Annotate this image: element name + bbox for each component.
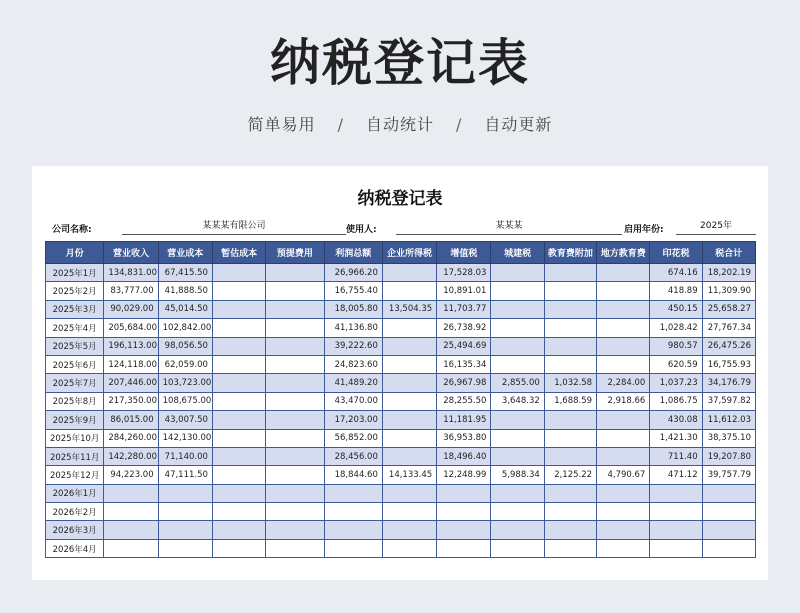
column-header[interactable]: 暂估成本 (212, 242, 265, 264)
value-cell[interactable]: 2,125.22 (544, 466, 596, 484)
user-label: 使用人: (346, 225, 377, 235)
value-cell[interactable] (382, 411, 436, 429)
value-cell[interactable] (544, 411, 596, 429)
value-cell[interactable]: 205,684.00 (104, 319, 158, 337)
value-cell[interactable] (158, 521, 212, 539)
value-cell[interactable] (266, 374, 324, 392)
value-cell[interactable]: 108,675.00 (158, 392, 212, 410)
table-row (46, 300, 756, 318)
value-cell[interactable]: 284,260.00 (104, 429, 158, 447)
value-cell[interactable] (212, 466, 265, 484)
column-header[interactable]: 城建税 (491, 242, 544, 264)
value-cell[interactable]: 18,496.40 (437, 447, 491, 465)
value-cell[interactable]: 711.40 (650, 447, 702, 465)
value-cell[interactable] (212, 539, 265, 557)
value-cell[interactable] (544, 319, 596, 337)
value-cell[interactable] (597, 300, 650, 318)
value-cell[interactable]: 1,688.59 (544, 392, 596, 410)
sheet-meta (44, 218, 756, 238)
value-cell[interactable] (544, 521, 596, 539)
value-cell[interactable]: 2,855.00 (491, 374, 544, 392)
table-row (46, 521, 756, 539)
value-cell[interactable]: 980.57 (650, 337, 702, 355)
value-cell[interactable] (597, 503, 650, 521)
value-cell[interactable] (266, 300, 324, 318)
tagline-item: 自动更新 (484, 115, 553, 134)
value-cell[interactable] (491, 521, 544, 539)
value-cell[interactable]: 11,309.90 (702, 282, 755, 300)
value-cell[interactable] (702, 484, 755, 502)
value-cell[interactable] (544, 539, 596, 557)
value-cell[interactable]: 25,494.69 (437, 337, 491, 355)
value-cell[interactable] (212, 392, 265, 410)
value-cell[interactable]: 16,755.40 (324, 282, 382, 300)
value-cell[interactable] (382, 337, 436, 355)
value-cell[interactable] (544, 484, 596, 502)
value-cell[interactable] (544, 503, 596, 521)
value-cell[interactable]: 620.59 (650, 355, 702, 373)
value-cell[interactable]: 19,207.80 (702, 447, 755, 465)
month-cell[interactable]: 2026年1月 (46, 484, 104, 502)
table-row (46, 447, 756, 465)
value-cell[interactable] (104, 539, 158, 557)
table-row (46, 411, 756, 429)
value-cell[interactable]: 3,648.32 (491, 392, 544, 410)
column-header[interactable]: 月份 (46, 242, 104, 264)
value-cell[interactable] (491, 355, 544, 373)
value-cell[interactable] (266, 447, 324, 465)
tagline-separator: / (337, 115, 344, 134)
value-cell[interactable]: 26,967.98 (437, 374, 491, 392)
tagline-item: 自动统计 (365, 115, 434, 134)
month-cell[interactable]: 2025年4月 (46, 319, 104, 337)
value-cell[interactable] (382, 282, 436, 300)
value-cell[interactable]: 1,028.42 (650, 319, 702, 337)
month-cell[interactable]: 2025年12月 (46, 466, 104, 484)
value-cell[interactable] (382, 484, 436, 502)
value-cell[interactable]: 47,111.50 (158, 466, 212, 484)
value-cell[interactable] (266, 411, 324, 429)
value-cell[interactable] (266, 466, 324, 484)
value-cell[interactable] (104, 503, 158, 521)
value-cell[interactable] (212, 300, 265, 318)
tax-ledger-table (45, 241, 756, 558)
value-cell[interactable]: 2,284.00 (597, 374, 650, 392)
value-cell[interactable]: 39,222.60 (324, 337, 382, 355)
value-cell[interactable] (382, 264, 436, 282)
value-cell[interactable] (437, 503, 491, 521)
value-cell[interactable]: 5,988.34 (491, 466, 544, 484)
value-cell[interactable]: 142,130.00 (158, 429, 212, 447)
value-cell[interactable]: 39,757.79 (702, 466, 755, 484)
value-cell[interactable]: 38,375.10 (702, 429, 755, 447)
table-row (46, 319, 756, 337)
value-cell[interactable] (702, 521, 755, 539)
value-cell[interactable] (382, 392, 436, 410)
table-row (46, 539, 756, 557)
value-cell[interactable]: 11,703.77 (437, 300, 491, 318)
table-row (46, 429, 756, 447)
value-cell[interactable] (266, 484, 324, 502)
value-cell[interactable] (597, 521, 650, 539)
month-cell[interactable]: 2025年7月 (46, 374, 104, 392)
value-cell[interactable]: 90,029.00 (104, 300, 158, 318)
value-cell[interactable]: 4,790.67 (597, 466, 650, 484)
value-cell[interactable] (544, 264, 596, 282)
value-cell[interactable]: 471.12 (650, 466, 702, 484)
value-cell[interactable] (266, 319, 324, 337)
month-cell[interactable]: 2026年2月 (46, 503, 104, 521)
column-header[interactable]: 教育费附加 (544, 242, 596, 264)
value-cell[interactable]: 674.16 (650, 264, 702, 282)
value-cell[interactable] (212, 429, 265, 447)
value-cell[interactable] (597, 539, 650, 557)
value-cell[interactable]: 36,953.80 (437, 429, 491, 447)
value-cell[interactable]: 26,738.92 (437, 319, 491, 337)
value-cell[interactable]: 18,005.80 (324, 300, 382, 318)
value-cell[interactable] (324, 521, 382, 539)
value-cell[interactable] (382, 447, 436, 465)
value-cell[interactable] (491, 447, 544, 465)
column-header[interactable]: 增值税 (437, 242, 491, 264)
value-cell[interactable]: 134,831.00 (104, 264, 158, 282)
value-cell[interactable]: 83,777.00 (104, 282, 158, 300)
value-cell[interactable] (266, 521, 324, 539)
tagline-separator: / (456, 115, 463, 134)
value-cell[interactable]: 71,140.00 (158, 447, 212, 465)
value-cell[interactable]: 34,176.79 (702, 374, 755, 392)
value-cell[interactable] (266, 282, 324, 300)
year-label: 启用年份: (624, 225, 664, 235)
month-cell[interactable]: 2025年11月 (46, 447, 104, 465)
value-cell[interactable] (491, 264, 544, 282)
value-cell[interactable] (491, 282, 544, 300)
value-cell[interactable] (266, 264, 324, 282)
value-cell[interactable] (104, 484, 158, 502)
value-cell[interactable]: 1,421.30 (650, 429, 702, 447)
month-cell[interactable]: 2025年8月 (46, 392, 104, 410)
column-header[interactable]: 税合计 (702, 242, 755, 264)
value-cell[interactable] (544, 282, 596, 300)
table-row (46, 337, 756, 355)
column-header[interactable]: 地方教育费 (597, 242, 650, 264)
value-cell[interactable] (266, 539, 324, 557)
value-cell[interactable] (437, 521, 491, 539)
value-cell[interactable]: 43,470.00 (324, 392, 382, 410)
value-cell[interactable] (158, 539, 212, 557)
value-cell[interactable] (212, 447, 265, 465)
value-cell[interactable] (597, 484, 650, 502)
value-cell[interactable] (382, 521, 436, 539)
value-cell[interactable]: 1,037.23 (650, 374, 702, 392)
month-cell[interactable]: 2025年3月 (46, 300, 104, 318)
value-cell[interactable] (212, 319, 265, 337)
value-cell[interactable] (650, 521, 702, 539)
table-row (46, 355, 756, 373)
value-cell[interactable]: 27,767.34 (702, 319, 755, 337)
value-cell[interactable]: 124,118.00 (104, 355, 158, 373)
value-cell[interactable] (491, 539, 544, 557)
value-cell[interactable] (491, 300, 544, 318)
value-cell[interactable] (702, 539, 755, 557)
value-cell[interactable]: 26,966.20 (324, 264, 382, 282)
value-cell[interactable]: 196,113.00 (104, 337, 158, 355)
value-cell[interactable] (650, 484, 702, 502)
month-cell[interactable]: 2026年4月 (46, 539, 104, 557)
value-cell[interactable]: 207,446.00 (104, 374, 158, 392)
value-cell[interactable] (266, 429, 324, 447)
value-cell[interactable] (597, 337, 650, 355)
value-cell[interactable] (104, 521, 158, 539)
month-cell[interactable]: 2025年9月 (46, 411, 104, 429)
page-title: 纳税登记表 (270, 34, 530, 92)
value-cell[interactable] (491, 484, 544, 502)
value-cell[interactable]: 142,280.00 (104, 447, 158, 465)
value-cell[interactable] (158, 503, 212, 521)
value-cell[interactable] (266, 503, 324, 521)
value-cell[interactable]: 98,056.50 (158, 337, 212, 355)
table-row (46, 503, 756, 521)
column-header[interactable]: 营业收入 (104, 242, 158, 264)
value-cell[interactable]: 217,350.00 (104, 392, 158, 410)
value-cell[interactable] (382, 503, 436, 521)
month-cell[interactable]: 2025年1月 (46, 264, 104, 282)
value-cell[interactable] (382, 374, 436, 392)
value-cell[interactable]: 62,059.00 (158, 355, 212, 373)
value-cell[interactable] (266, 392, 324, 410)
value-cell[interactable] (382, 429, 436, 447)
value-cell[interactable]: 41,888.50 (158, 282, 212, 300)
value-cell[interactable] (597, 429, 650, 447)
table-row (46, 484, 756, 502)
value-cell[interactable] (324, 503, 382, 521)
value-cell[interactable]: 14,133.45 (382, 466, 436, 484)
value-cell[interactable]: 11,612.03 (702, 411, 755, 429)
value-cell[interactable] (212, 411, 265, 429)
value-cell[interactable]: 67,415.50 (158, 264, 212, 282)
value-cell[interactable]: 11,181.95 (437, 411, 491, 429)
value-cell[interactable] (212, 521, 265, 539)
column-header[interactable]: 预提费用 (266, 242, 324, 264)
value-cell[interactable] (324, 484, 382, 502)
value-cell[interactable]: 2,918.66 (597, 392, 650, 410)
spreadsheet (32, 166, 768, 580)
user-field[interactable]: 某某某 (396, 218, 622, 235)
value-cell[interactable] (597, 319, 650, 337)
value-cell[interactable] (491, 319, 544, 337)
company-field[interactable]: 某某某有限公司 (122, 218, 346, 235)
value-cell[interactable]: 102,842.00 (158, 319, 212, 337)
value-cell[interactable] (212, 264, 265, 282)
month-cell[interactable]: 2025年5月 (46, 337, 104, 355)
value-cell[interactable] (650, 539, 702, 557)
value-cell[interactable] (212, 484, 265, 502)
value-cell[interactable] (544, 337, 596, 355)
value-cell[interactable] (382, 319, 436, 337)
value-cell[interactable]: 37,597.82 (702, 392, 755, 410)
value-cell[interactable]: 28,255.50 (437, 392, 491, 410)
column-header[interactable]: 营业成本 (158, 242, 212, 264)
table-header-row (46, 242, 756, 264)
table-row (46, 264, 756, 282)
month-cell[interactable]: 2025年6月 (46, 355, 104, 373)
column-header[interactable]: 印花税 (650, 242, 702, 264)
value-cell[interactable]: 1,032.58 (544, 374, 596, 392)
value-cell[interactable] (544, 447, 596, 465)
value-cell[interactable]: 1,086.75 (650, 392, 702, 410)
value-cell[interactable]: 24,823.60 (324, 355, 382, 373)
value-cell[interactable]: 45,014.50 (158, 300, 212, 318)
table-row (46, 282, 756, 300)
value-cell[interactable]: 26,475.26 (702, 337, 755, 355)
value-cell[interactable] (158, 484, 212, 502)
value-cell[interactable] (324, 539, 382, 557)
value-cell[interactable]: 13,504.35 (382, 300, 436, 318)
value-cell[interactable] (437, 539, 491, 557)
value-cell[interactable] (212, 337, 265, 355)
value-cell[interactable] (702, 503, 755, 521)
value-cell[interactable]: 103,723.00 (158, 374, 212, 392)
value-cell[interactable] (597, 411, 650, 429)
company-label: 公司名称: (52, 225, 92, 235)
value-cell[interactable]: 25,658.27 (702, 300, 755, 318)
table-row (46, 466, 756, 484)
value-cell[interactable] (266, 337, 324, 355)
value-cell[interactable] (491, 337, 544, 355)
month-cell[interactable]: 2025年10月 (46, 429, 104, 447)
tagline-item: 简单易用 (247, 115, 316, 134)
month-cell[interactable]: 2025年2月 (46, 282, 104, 300)
value-cell[interactable]: 18,844.60 (324, 466, 382, 484)
value-cell[interactable]: 86,015.00 (104, 411, 158, 429)
value-cell[interactable] (597, 447, 650, 465)
column-header[interactable]: 企业所得税 (382, 242, 436, 264)
value-cell[interactable] (266, 355, 324, 373)
value-cell[interactable] (544, 300, 596, 318)
value-cell[interactable]: 418.89 (650, 282, 702, 300)
value-cell[interactable] (212, 374, 265, 392)
value-cell[interactable] (437, 484, 491, 502)
column-header[interactable]: 利润总额 (324, 242, 382, 264)
value-cell[interactable]: 16,135.34 (437, 355, 491, 373)
value-cell[interactable]: 17,528.03 (437, 264, 491, 282)
value-cell[interactable]: 41,489.20 (324, 374, 382, 392)
month-cell[interactable]: 2026年3月 (46, 521, 104, 539)
value-cell[interactable] (382, 355, 436, 373)
value-cell[interactable]: 12,248.99 (437, 466, 491, 484)
value-cell[interactable] (597, 355, 650, 373)
value-cell[interactable] (212, 503, 265, 521)
value-cell[interactable]: 430.08 (650, 411, 702, 429)
value-cell[interactable] (382, 539, 436, 557)
value-cell[interactable] (212, 282, 265, 300)
value-cell[interactable] (491, 503, 544, 521)
value-cell[interactable]: 41,136.80 (324, 319, 382, 337)
sheet-title: 纳税登记表 (357, 189, 443, 209)
value-cell[interactable] (544, 429, 596, 447)
value-cell[interactable]: 18,202.19 (702, 264, 755, 282)
value-cell[interactable] (491, 429, 544, 447)
value-cell[interactable] (544, 355, 596, 373)
value-cell[interactable]: 94,223.00 (104, 466, 158, 484)
value-cell[interactable]: 16,755.93 (702, 355, 755, 373)
value-cell[interactable]: 450.15 (650, 300, 702, 318)
value-cell[interactable]: 56,852.00 (324, 429, 382, 447)
value-cell[interactable]: 28,456.00 (324, 447, 382, 465)
tagline (0, 112, 800, 135)
value-cell[interactable] (212, 355, 265, 373)
value-cell[interactable]: 10,891.01 (437, 282, 491, 300)
value-cell[interactable]: 43,007.50 (158, 411, 212, 429)
value-cell[interactable] (597, 282, 650, 300)
table-row (46, 374, 756, 392)
year-field[interactable]: 2025年 (676, 218, 756, 235)
value-cell[interactable] (650, 503, 702, 521)
value-cell[interactable] (597, 264, 650, 282)
value-cell[interactable] (491, 411, 544, 429)
value-cell[interactable]: 17,203.00 (324, 411, 382, 429)
table-row (46, 392, 756, 410)
